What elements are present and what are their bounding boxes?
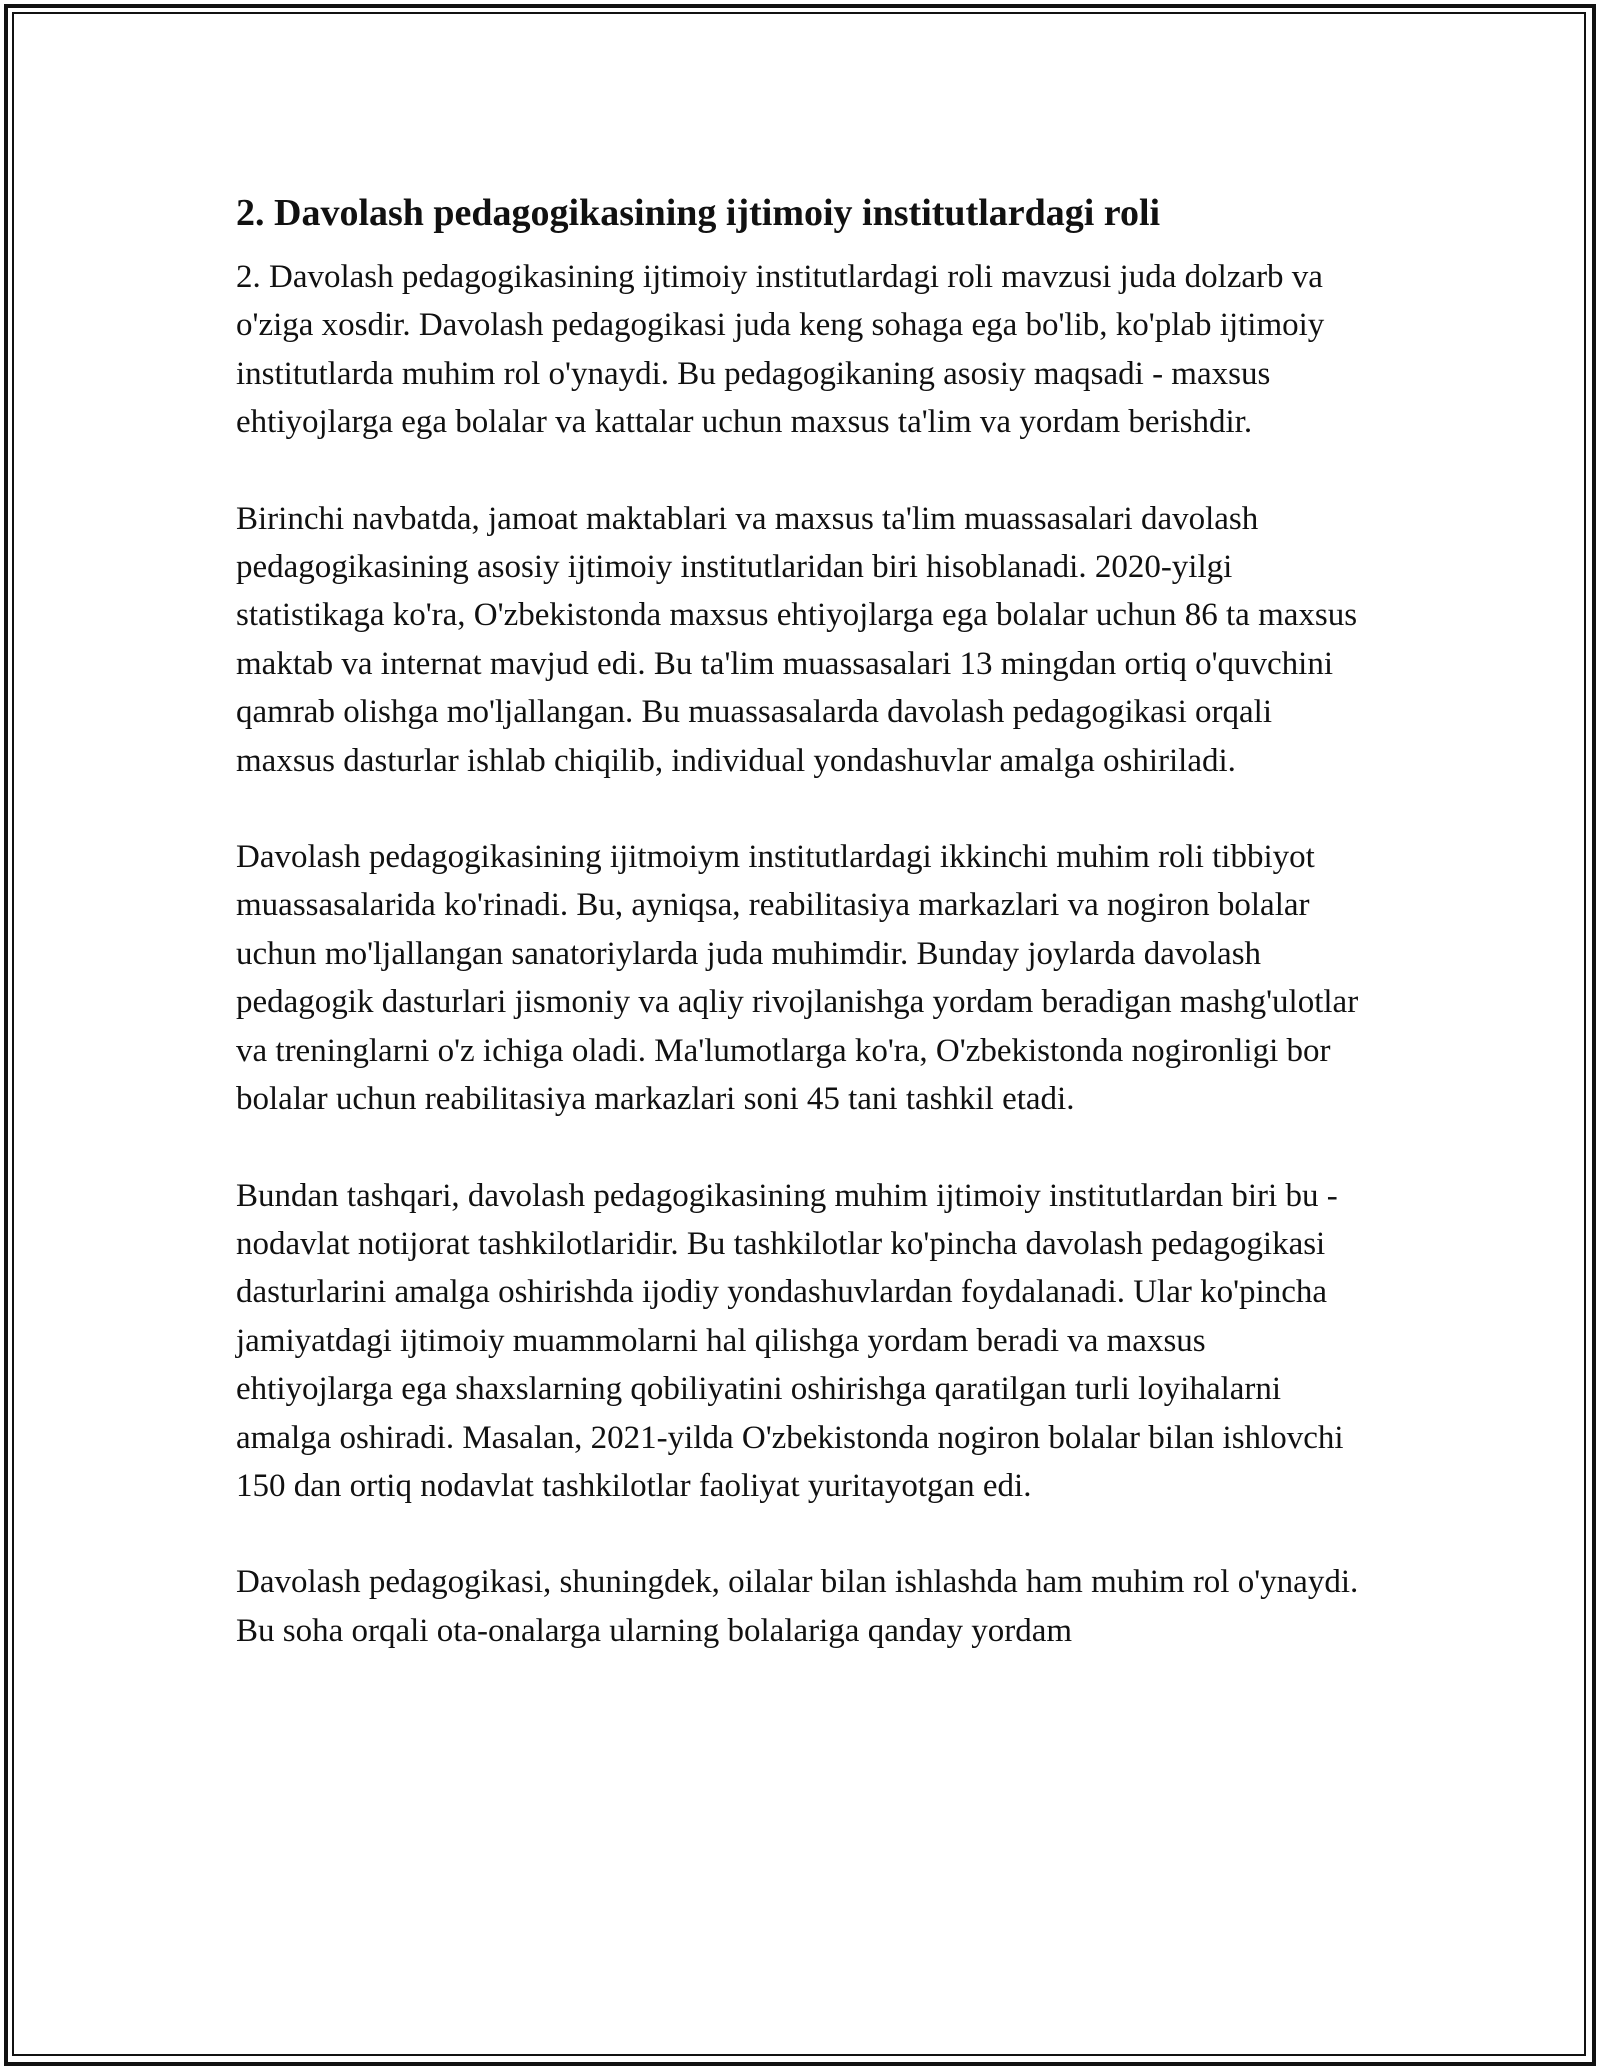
paragraph-medical-institutions: Davolash pedagogikasining ijitmoiym institutlardagi ikkinchi muhim roli tibbiyot muassasalarida ko'rinadi. Bu, ayniqsa, reabilitasiya markazlari va nogiron bolalar uchun mo'ljallangan sanatoriylarda juda muhimdir. Bunday joylarda davolash pedagogik dasturlari jismoniy va aqliy rivojlanishga yordam beradigan mashg'ulotlar va treninglarni o'z ichiga oladi. Ma'lumotlarga ko'ra, O'zbekistonda nogironligi bor bolalar uchun reabilitasiya markazlari soni 45 tani tashkil etadi.: [236, 839, 1359, 1118]
document-body: [236, 183, 1366, 1655]
paragraph-intro: 2. Davolash pedagogikasining ijtimoiy institutlardagi roli mavzusi juda dolzarb va o'ziga xosdir. Davolash pedagogikasi juda keng sohaga ega bo'lib, ko'plab ijtimoiy institutlarda muhim rol o'ynaydi. Bu pedagogikaning asosiy maqsadi - maxsus ehtiyojlarga ega bolalar va kattalar uchun maxsus ta'lim va yordam berishdir.: [236, 259, 1325, 441]
paragraph-families: Davolash pedagogikasi, shuningdek, oilalar bilan ishlashda ham muhim rol o'ynaydi. Bu soha orqali ota-onalarga ularning bolalariga qanday yordam: [236, 1564, 1359, 1649]
paragraph-ngos: Bundan tashqari, davolash pedagogikasining muhim ijtimoiy institutlardan biri bu - nodavlat notijorat tashkilotlaridir. Bu tashkilotlar ko'pincha davolash pedagogikasi dasturlarini amalga oshirishda ijodiy yondashuvlardan foydalanadi. Ular ko'pincha jamiyatdagi ijtimoiy muammolarni hal qilishga yordam beradi va maxsus ehtiyojlarga ega shaxslarning qobiliyatini oshirishga qaratilgan turli loyihalarni amalga oshiradi. Masalan, 2021-yilda O'zbekistonda nogiron bolalar bilan ishlovchi 150 dan ortiq nodavlat tashkilotlar faoliyat yuritayotgan edi.: [236, 1177, 1344, 1504]
document-title: 2. Davolash pedagogikasining ijtimoiy institutlardagi roli: [236, 192, 1161, 234]
paragraph-schools: Birinchi navbatda, jamoat maktablari va maxsus ta'lim muassasalari davolash pedagogikasining asosiy ijtimoiy institutlaridan biri hisoblanadi. 2020-yilgi statistikaga ko'ra, O'zbekistonda maxsus ehtiyojlarga ega bolalar uchun 86 ta maxsus maktab va internat mavjud edi. Bu ta'lim muassasalari 13 mingdan ortiq o'quvchini qamrab olishga mo'ljallangan. Bu muassasalarda davolash pedagogikasi orqali maxsus dasturlar ishlab chiqilib, individual yondashuvlar amalga oshiriladi.: [236, 500, 1358, 779]
